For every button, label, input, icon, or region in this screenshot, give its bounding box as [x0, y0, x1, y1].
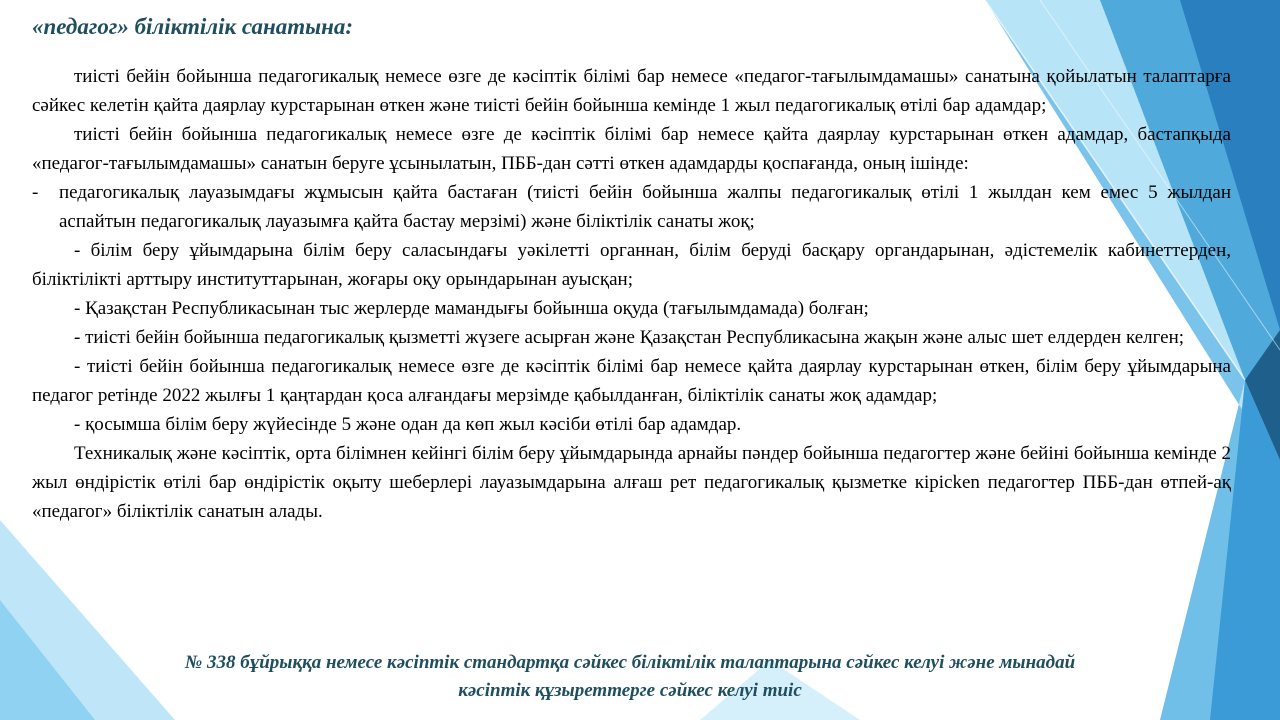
sub-item-3: - тиісті бейін бойынша педагогикалық қызметті жүзеге асырған және Қазақстан Республикасына жақын және алыс шет елдерден келген; [74, 327, 1185, 348]
slide-title: «педагог» біліктілік санатына: [32, 14, 354, 39]
sub-item-2: - Қазақстан Республикасынан тыс жерлерде мамандығы бойынша оқуда (тағылымдамада) болған; [74, 298, 869, 319]
slide-footer [80, 649, 1180, 705]
sub-item-1: - білім беру ұйымдарына білім беру саласындағы уәкілетті органнан, білім беруді басқару органдарынан, әдістемелік кабинеттерден, біліктілікті арттыру институттарынан, жоғары оқу орындарынан ауысқан; [32, 240, 1231, 290]
slide-body [32, 62, 1231, 526]
sub-item-5: - қосымша білім беру жүйесінде 5 және одан да көп жыл кәсіби өтілі бар адамдар. [74, 414, 742, 435]
paragraph-1: тиісті бейін бойынша педагогикалық немесе өзге де кәсіптік білімі бар немесе «педагог-тағылымдамашы» санатына қойылатын талаптарға сәйкес келетін қайта даярлау курстарынан өткен және тиісті бейін бойынша кемінде 1 жыл педагогикалық өтілі бар адамдар; [32, 66, 1231, 116]
footer-line-2: кәсіптік құзыреттерге сәйкес келуі тиіс [458, 680, 802, 701]
dash-marker: - [32, 182, 39, 203]
footer-line-1: № 338 бұйрыққа немесе кәсіптік стандартқа сәйкес біліктілік талаптарына сәйкес келуі және мынадай [184, 652, 1076, 673]
paragraph-2: тиісті бейін бойынша педагогикалық немесе өзге де кәсіптік білімі бар немесе қайта даярлау курстарынан өткен адамдар, бастапқыда «педагог-тағылымдамашы» санатын беруге ұсынылатын, ПББ-дан сәтті өткен адамдарды қоспағанда, оның ішінде: [32, 124, 1231, 174]
dash-list-item [32, 178, 1231, 236]
sub-item-4: - тиісті бейін бойынша педагогикалық немесе өзге де кәсіптік білімі бар немесе қайта даярлау курстарынан өткен, білім беру ұйымдарына педагог ретінде 2022 жылғы 1 қаңтардан қоса алғандағы мерзімде қабылданған, біліктілік санаты жоқ адамдар; [32, 356, 1231, 406]
dash-item-text: педагогикалық лауазымдағы жұмысын қайта бастаған (тиісті бейін бойынша жалпы педагогикалық өтілі 1 жылдан кем емес 5 жылдан аспайтын педагогикалық лауазымға қайта бастау мерзімі) және біліктілік санаты жоқ; [59, 182, 1231, 232]
closing-paragraph: Техникалық және кәсіптік, орта білімнен кейінгі білім беру ұйымдарында арнайы пәндер бойынша педагогтер және бейіні бойынша кемінде 2 жыл өндірістік өтілі бар өндірістік оқыту шеберлері лауазымдарына алғаш рет педагогикалық қызметке кірісken педагогтер ПББ-дан өтпей-ақ «педагог» біліктілік санатын алады. [32, 443, 1231, 522]
